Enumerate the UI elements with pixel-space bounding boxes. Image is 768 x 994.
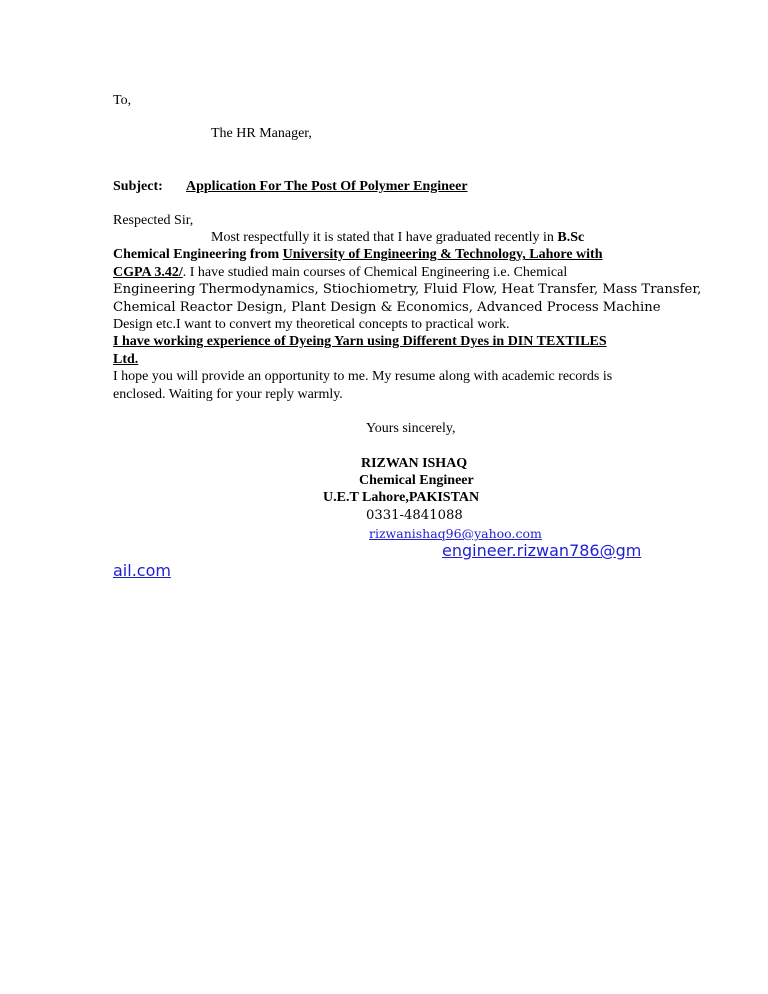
body-line-6: Design etc.I want to convert my theoretical concepts to practical work. [113, 317, 510, 333]
body-line-2 [113, 246, 658, 263]
experience-line: I have working experience of Dyeing Yarn using Different Dyes in DIN TEXTILES [113, 334, 607, 350]
closing: Yours sincerely, [366, 421, 456, 436]
degree: B.Sc [557, 230, 585, 245]
signature-institution: U.E.T Lahore,PAKISTAN [323, 490, 480, 505]
recipient: The HR Manager, [211, 126, 312, 141]
email-link-yahoo[interactable]: rizwanishaq96@yahoo.com [369, 526, 542, 541]
body-line-1-text: Most respectfully it is stated that I have graduated recently in [211, 230, 558, 245]
salutation-to: To, [113, 93, 132, 108]
signature-name: RIZWAN ISHAQ [361, 456, 468, 471]
university-name: University of Engineering & Technology, Lahore with [282, 247, 603, 263]
experience-line-2: Ltd. [113, 351, 139, 367]
body-line-3-text: . I have studied main courses of Chemical Engineering i.e. Chemical [182, 264, 568, 280]
body-line-1 [113, 229, 658, 246]
degree-field: Chemical Engineering from [113, 247, 283, 263]
email-link-gmail-continued[interactable]: ail.com [113, 561, 171, 580]
body-line-10: enclosed. Waiting for your reply warmly. [113, 386, 343, 402]
subject-label: Subject: [113, 179, 163, 194]
signature-title: Chemical Engineer [359, 473, 474, 488]
greeting: Respected Sir, [113, 213, 194, 228]
cgpa: CGPA 3.42/ [113, 264, 183, 280]
body-line-5: Chemical Reactor Design, Plant Design & Economics, Advanced Process Machine [113, 299, 661, 315]
body-line-9: I hope you will provide an opportunity to me. My resume along with academic records is [113, 369, 613, 385]
letter-body [113, 229, 702, 403]
body-line-4: Engineering Thermodynamics, Stiochiometry, Fluid Flow, Heat Transfer, Mass Transfer, [113, 282, 702, 298]
email-link-gmail[interactable]: engineer.rizwan786@gm [442, 541, 642, 560]
subject-text: Application For The Post Of Polymer Engineer [186, 179, 468, 194]
signature-phone: 0331-4841088 [366, 508, 463, 523]
body-line-3 [113, 264, 658, 281]
